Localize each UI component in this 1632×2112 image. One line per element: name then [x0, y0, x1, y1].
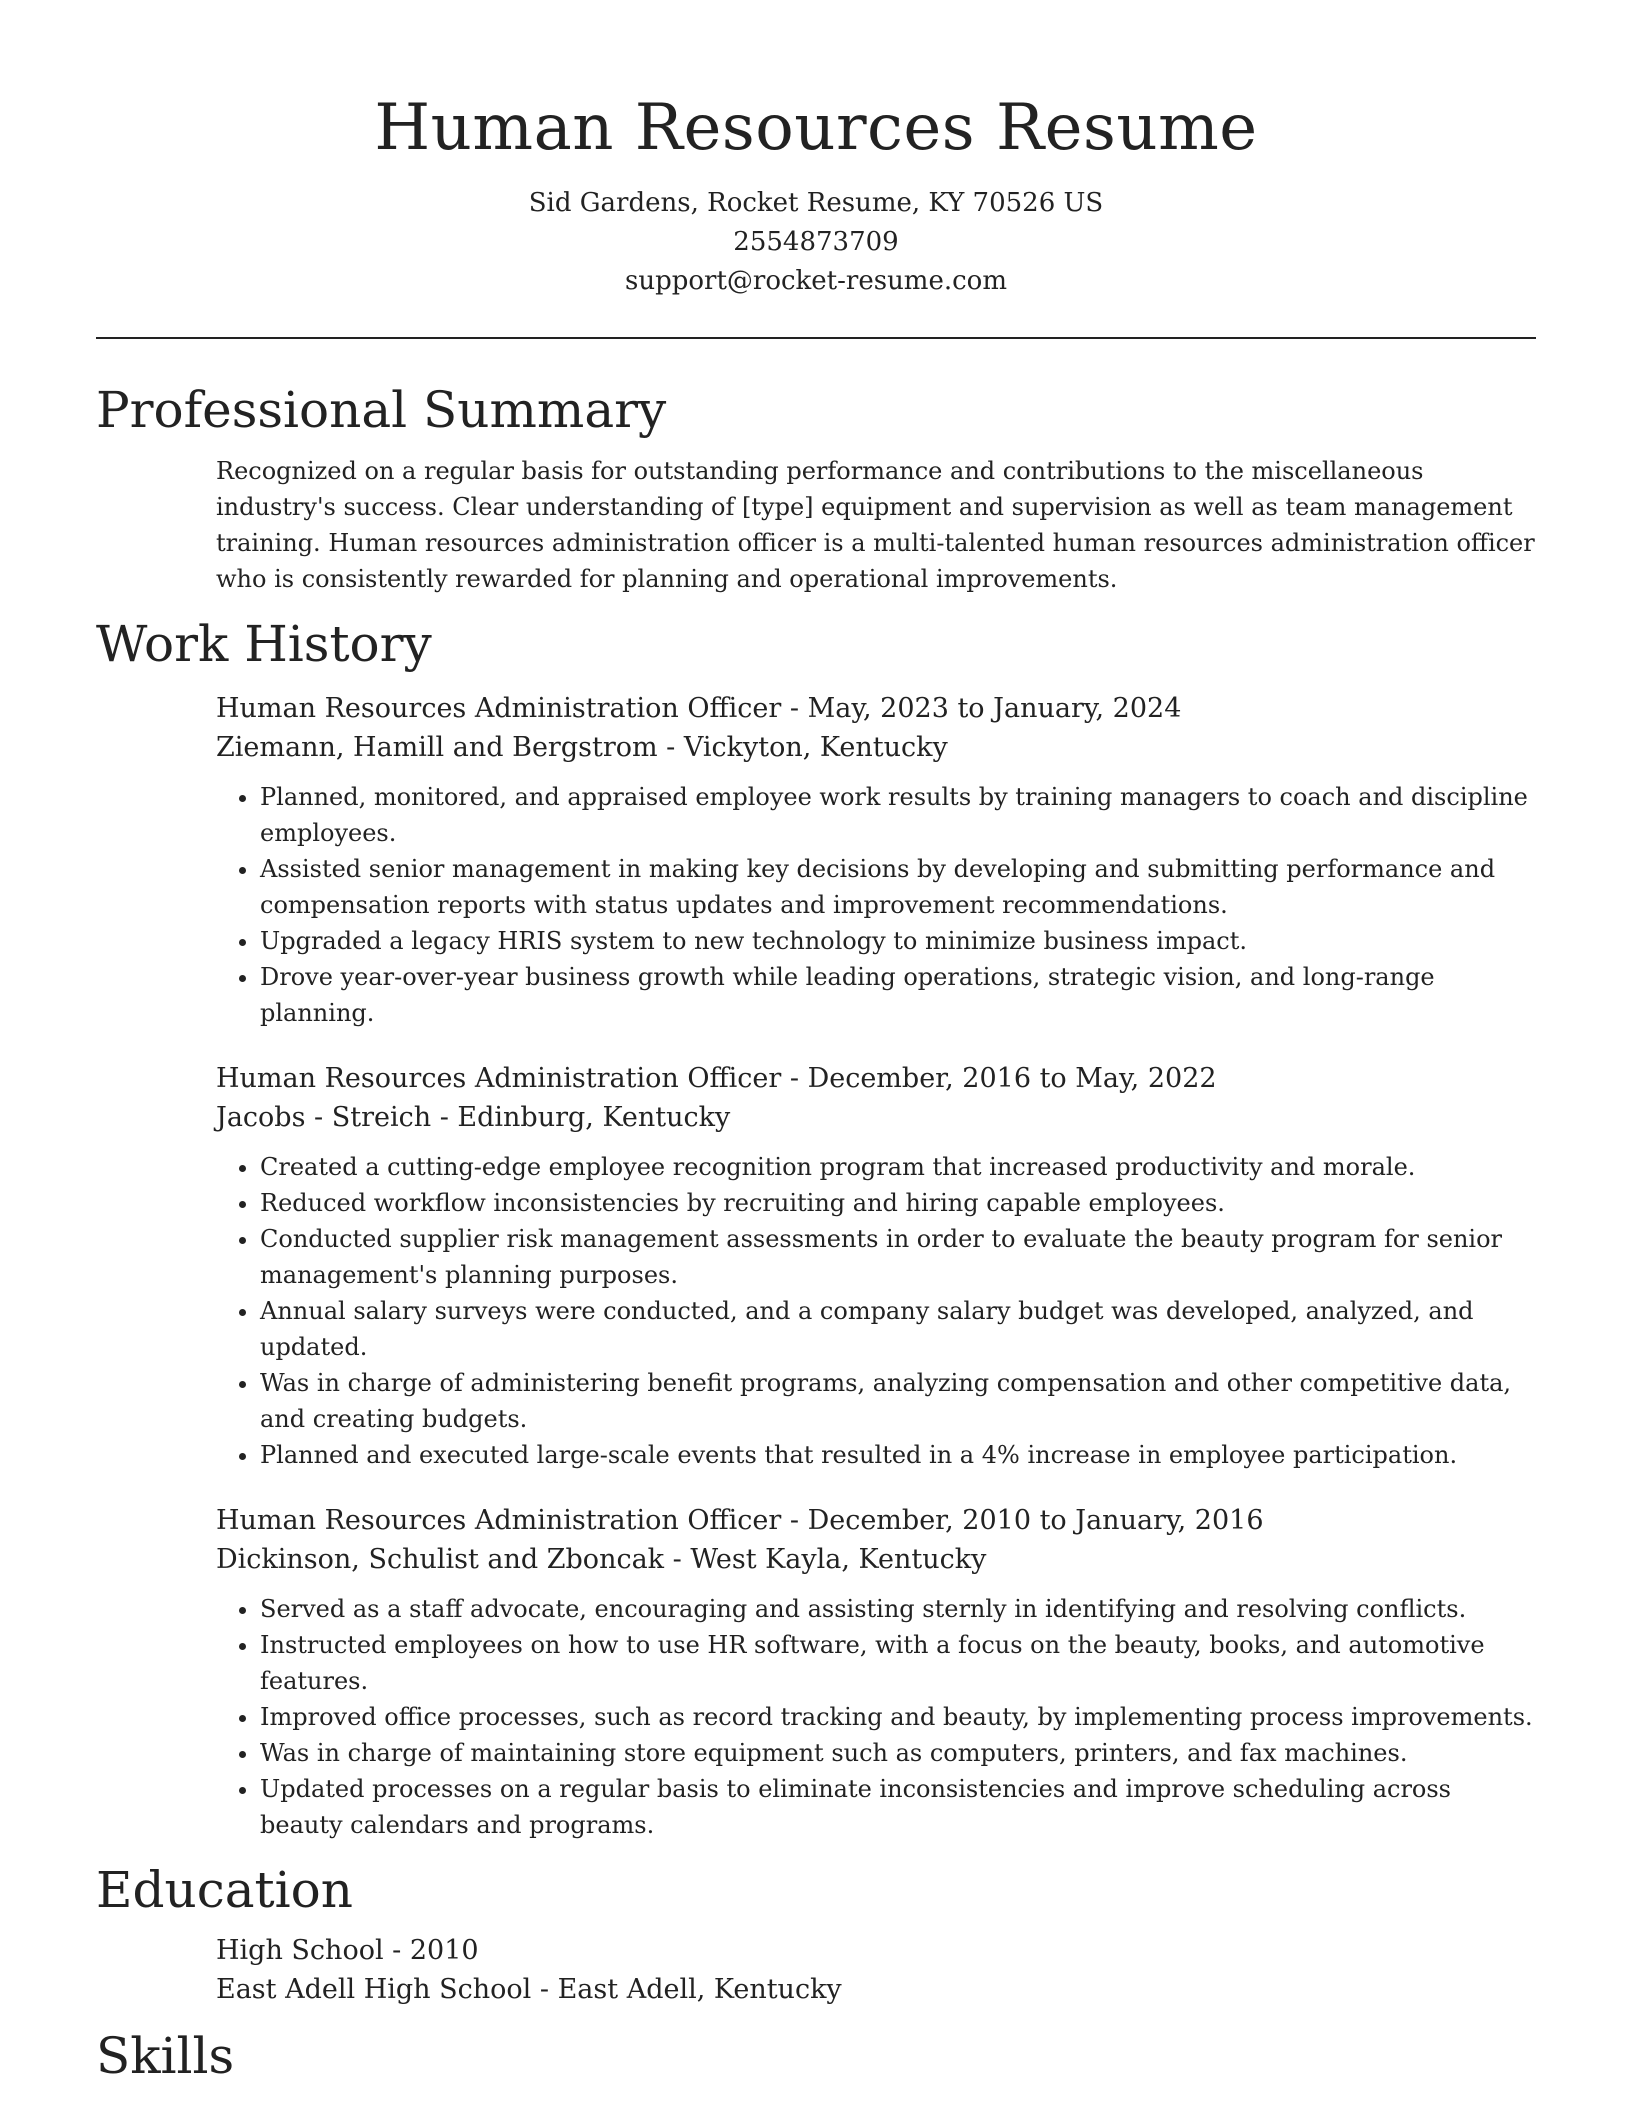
bullet-item: • Instructed employees on how to use HR software, with a focus on the beauty, books, and automotive features. [260, 1627, 1536, 1699]
summary-text: Recognized on a regular basis for outstanding performance and contributions to the miscellaneous industry's success. Clear understanding of [type] equipment and supervision as well as team management training. Human resources administration officer is a multi-talented human resources administration officer who is consistently rewarded for planning and operational improvements. [216, 457, 1535, 593]
job-company: Dickinson, Schulist and Zboncak [216, 1544, 665, 1575]
job-title-line [216, 1059, 1536, 1098]
bullet-item: • Created a cutting-edge employee recognition program that increased productivity and morale. [260, 1149, 1536, 1185]
job-bullets [216, 1149, 1536, 1473]
work-history-heading: Work History [96, 615, 432, 673]
job-dates: - December, 2010 to January, 2016 [781, 1505, 1264, 1536]
bullet-item: • Served as a staff advocate, encouraging and assisting sternly in identifying and resolving conflicts. [260, 1591, 1536, 1627]
education-school: East Adell High School [216, 1974, 532, 2005]
address: Sid Gardens, Rocket Resume, KY 70526 US [528, 188, 1104, 218]
bullet-item: • Was in charge of maintaining store equipment such as computers, printers, and fax machines. [260, 1735, 1536, 1771]
education-degree-line [216, 1931, 1536, 1970]
education-degree: High School [216, 1935, 384, 1966]
job-title-line [216, 1501, 1536, 1540]
contact-info [96, 184, 1536, 301]
bullet-item: • Was in charge of administering benefit programs, analyzing compensation and other competitive data, and creating budgets. [260, 1365, 1536, 1437]
education-heading: Education [96, 1861, 353, 1919]
job-entry [216, 1501, 1536, 1843]
job-title-line [216, 689, 1536, 728]
resume-page [96, 0, 1536, 2087]
bullet-item: • Planned and executed large-scale events that resulted in a 4% increase in employee participation. [260, 1437, 1536, 1473]
bullet-item: • Conducted supplier risk management assessments in order to evaluate the beauty program for senior management's planning purposes. [260, 1221, 1536, 1293]
job-company-line [216, 1540, 1536, 1579]
summary-heading: Professional Summary [96, 381, 667, 439]
resume-title: Human Resources Resume [374, 91, 1258, 165]
job-title: Human Resources Administration Officer [216, 1063, 782, 1094]
job-bullets [216, 1591, 1536, 1843]
education-location: - East Adell, Kentucky [531, 1974, 842, 2005]
header-divider [96, 337, 1536, 339]
job-bullets [216, 779, 1536, 1031]
job-company: Jacobs - Streich [216, 1102, 432, 1133]
job-location: - West Kayla, Kentucky [664, 1544, 987, 1575]
job-dates: - May, 2023 to January, 2024 [781, 693, 1182, 724]
bullet-item: • Reduced workflow inconsistencies by recruiting and hiring capable employees. [260, 1185, 1536, 1221]
job-entry [216, 689, 1536, 1031]
bullet-item: • Annual salary surveys were conducted, and a company salary budget was developed, analyzed, and updated. [260, 1293, 1536, 1365]
bullet-item: • Planned, monitored, and appraised employee work results by training managers to coach and discipline employees. [260, 779, 1536, 851]
job-title: Human Resources Administration Officer [216, 693, 782, 724]
skills-heading: Skills [96, 2027, 235, 2085]
job-dates: - December, 2016 to May, 2022 [781, 1063, 1217, 1094]
bullet-item: • Drove year-over-year business growth while leading operations, strategic vision, and long-range planning. [260, 959, 1536, 1031]
education-school-line [216, 1970, 1536, 2009]
job-company-line [216, 1098, 1536, 1137]
job-company: Ziemann, Hamill and Bergstrom [216, 732, 658, 763]
bullet-item: • Upgraded a legacy HRIS system to new technology to minimize business impact. [260, 923, 1536, 959]
bullet-item: • Improved office processes, such as record tracking and beauty, by implementing process improvements. [260, 1699, 1536, 1735]
phone: 2554873709 [733, 227, 899, 257]
job-location: - Edinburg, Kentucky [431, 1102, 731, 1133]
resume-header [96, 0, 1536, 301]
bullet-item: • Assisted senior management in making key decisions by developing and submitting performance and compensation reports with status updates and improvement recommendations. [260, 851, 1536, 923]
education-entry [216, 1931, 1536, 2009]
bullet-item: • Updated processes on a regular basis to eliminate inconsistencies and improve scheduling across beauty calendars and programs. [260, 1771, 1536, 1843]
job-company-line [216, 728, 1536, 767]
education-year: - 2010 [383, 1935, 479, 1966]
work-history-list [216, 689, 1536, 1843]
job-location: - Vickyton, Kentucky [657, 732, 948, 763]
job-entry [216, 1059, 1536, 1473]
job-title: Human Resources Administration Officer [216, 1505, 782, 1536]
email: support@rocket-resume.com [624, 266, 1007, 296]
